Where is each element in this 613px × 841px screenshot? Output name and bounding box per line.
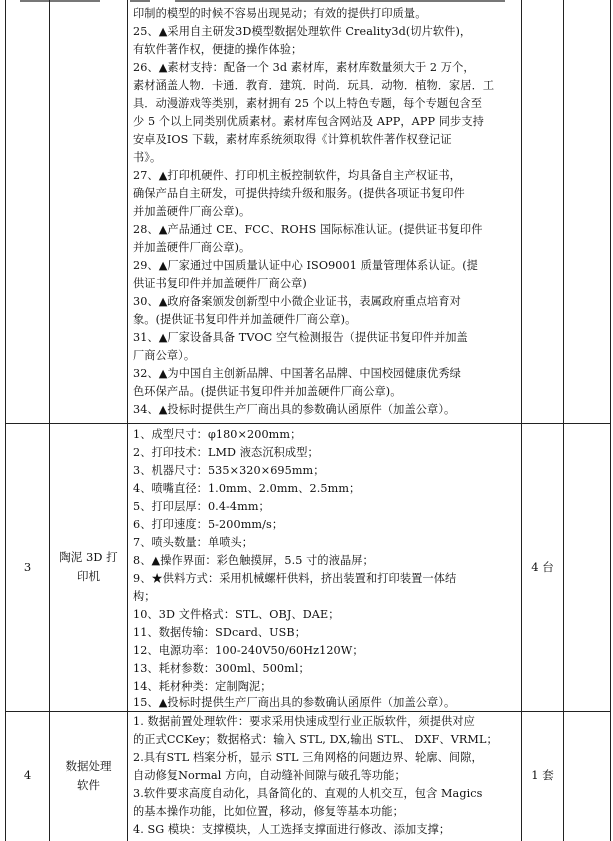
spec-line: 有软件著作权，便捷的操作体验； [133, 43, 303, 56]
spec-line: 15、▲投标时提供生产厂商出具的参数确认函原件（加盖公章）。 [133, 696, 456, 709]
spec-line: 的正式CCKey；数据格式：输入 STL, DX,输出 STL、 DXF、VRML； [133, 733, 498, 746]
row-index: 3 [23, 560, 32, 574]
spec-line: 色环保产品。(提供证书复印件并加盖硬件厂商公章)。 [133, 385, 402, 398]
spec-line: 25、▲采用自主研发3D模型数据处理软件 Creality3d(切片软件)， [133, 25, 472, 38]
item-name-line: 印机 [77, 569, 100, 583]
item-name [50, 757, 127, 795]
row-index: 4 [23, 768, 32, 782]
spec-line: 构； [133, 590, 156, 603]
spec-line: 12、电源功率：100-240V50/60Hz120W； [133, 644, 364, 657]
spec-line: 的基本操作功能，比如位置，移动，修复等基本功能； [133, 805, 404, 818]
spec-line: 10、3D 文件格式：STL、OBJ、DAE； [133, 608, 340, 621]
spec-line: 并加盖硬件厂商公章)。 [133, 205, 251, 218]
spec-line: 13、耗材参数：300ml、500ml； [133, 662, 310, 675]
spec-line: 27、▲打印机硬件、打印机主板控制软件，均具备自主产权证书， [133, 169, 461, 182]
table-border-col4 [563, 0, 564, 841]
table-border-col1 [49, 0, 50, 841]
spec-line: 3、机器尺寸：535×320×695mm； [133, 464, 325, 477]
spec-line: 4、喷嘴直径：1.0mm、2.0mm、2.5mm； [133, 482, 361, 495]
item-quantity: 1 套 [531, 768, 554, 782]
spec-line: 14、耗材种类：定制陶泥； [133, 680, 272, 693]
item-quantity: 4 台 [531, 560, 554, 574]
spec-line: 11、数据传输：SDcard、USB； [133, 626, 307, 639]
spec-line: 34、▲投标时提供生产厂商出具的参数确认函原件（加盖公章）。 [133, 403, 456, 416]
spec-line: 素材涵盖人物．卡通．教育．建筑．时尚．玩具．动物．植物．家居．工 [133, 79, 495, 92]
spec-line: 31、▲厂家设备具备 TVOC 空气检测报告（提供证书复印件并加盖 [133, 331, 468, 344]
item-name-line: 数据处理 [65, 759, 112, 773]
spec-line: 6、打印速度：5-200mm/s； [133, 518, 284, 531]
spec-line: 并加盖硬件厂商公章)。 [133, 241, 251, 254]
table-border-left [5, 0, 6, 841]
spec-line: 象。(提供证书复印件并加盖硬件厂商公章)。 [133, 313, 357, 326]
spec-line: 4. SG 模块：支撑模块，人工选择支撑面进行修改、添加支撑； [133, 823, 451, 836]
spec-line: 29、▲厂家通过中国质量认证中心 ISO9001 质量管理体系认证。(提 [133, 259, 478, 272]
spec-line: 确保产品自主研发，可提供持续升级和服务。(提供各项证书复印件 [133, 187, 465, 200]
spec-line: 2、打印技术：LMD 液态沉积成型； [133, 446, 319, 459]
spec-line: 书》。 [133, 151, 162, 164]
spec-line: 少 5 个以上同类别优质素材。素材库包含网站及 APP，APP 同步支持 [133, 115, 484, 128]
spec-line: 28、▲产品通过 CE、FCC、ROHS 国际标准认证。(提供证书复印件 [133, 223, 483, 236]
spec-line: 自动修复Normal 方向，自动缝补间隙与破孔等功能； [133, 769, 406, 782]
spec-line: 2.具有STL 档案分析，显示 STL 三角网格的问题边界、轮廓、间隙， [133, 751, 483, 764]
item-name-line: 陶泥 3D 打 [59, 550, 118, 564]
item-name-line: 软件 [77, 778, 100, 792]
spec-line: 厂商公章）。 [133, 349, 196, 362]
spec-line: 5、打印层厚：0.4-4mm； [133, 500, 270, 513]
spec-line: 具．动漫游戏等类别，素材拥有 25 个以上特色专题，每个专题包含至 [133, 97, 483, 110]
spec-line: 1. 数据前置处理软件：要求采用快速成型行业正版软件，须提供对应 [133, 715, 475, 728]
table-border-col2 [127, 0, 128, 841]
spec-line: 供证书复印件并加盖硬件厂商公章) [133, 277, 307, 290]
table-border-right [610, 0, 611, 841]
spec-line: 印制的模型的时候不容易出现晃动；有效的提供打印质量。 [133, 7, 427, 20]
spec-line: 3.软件要求高度自动化，具备简化的、直观的人机交互，包含 Magics [133, 787, 483, 800]
spec-line: 26、▲素材支持：配备一个 3d 素材库，素材库数量须大于 2 万个， [133, 61, 475, 74]
row-separator-4 [5, 711, 611, 712]
spec-line: 安卓及IOS 下载，素材库系统须取得《计算机软件著作权登记证 [133, 133, 452, 146]
table-border-col3 [521, 0, 522, 841]
spec-line: 30、▲政府备案颁发创新型中小微企业证书，表属政府重点培育对 [133, 295, 461, 308]
spec-line: 8、▲操作界面：彩色触摸屏，5.5 寸的液晶屏； [133, 554, 374, 567]
row-separator-3 [5, 423, 611, 424]
item-name [50, 548, 127, 586]
spec-line: 1、成型尺寸：φ180×200mm； [133, 428, 302, 441]
spec-line: 32、▲为中国自主创新品牌、中国著名品牌、中国校园健康优秀绿 [133, 367, 461, 380]
spec-line: 9、★供料方式：采用机械螺杆供料，挤出装置和打印装置一体结 [133, 572, 457, 585]
spec-line: 7、喷头数量：单喷头； [133, 536, 254, 549]
